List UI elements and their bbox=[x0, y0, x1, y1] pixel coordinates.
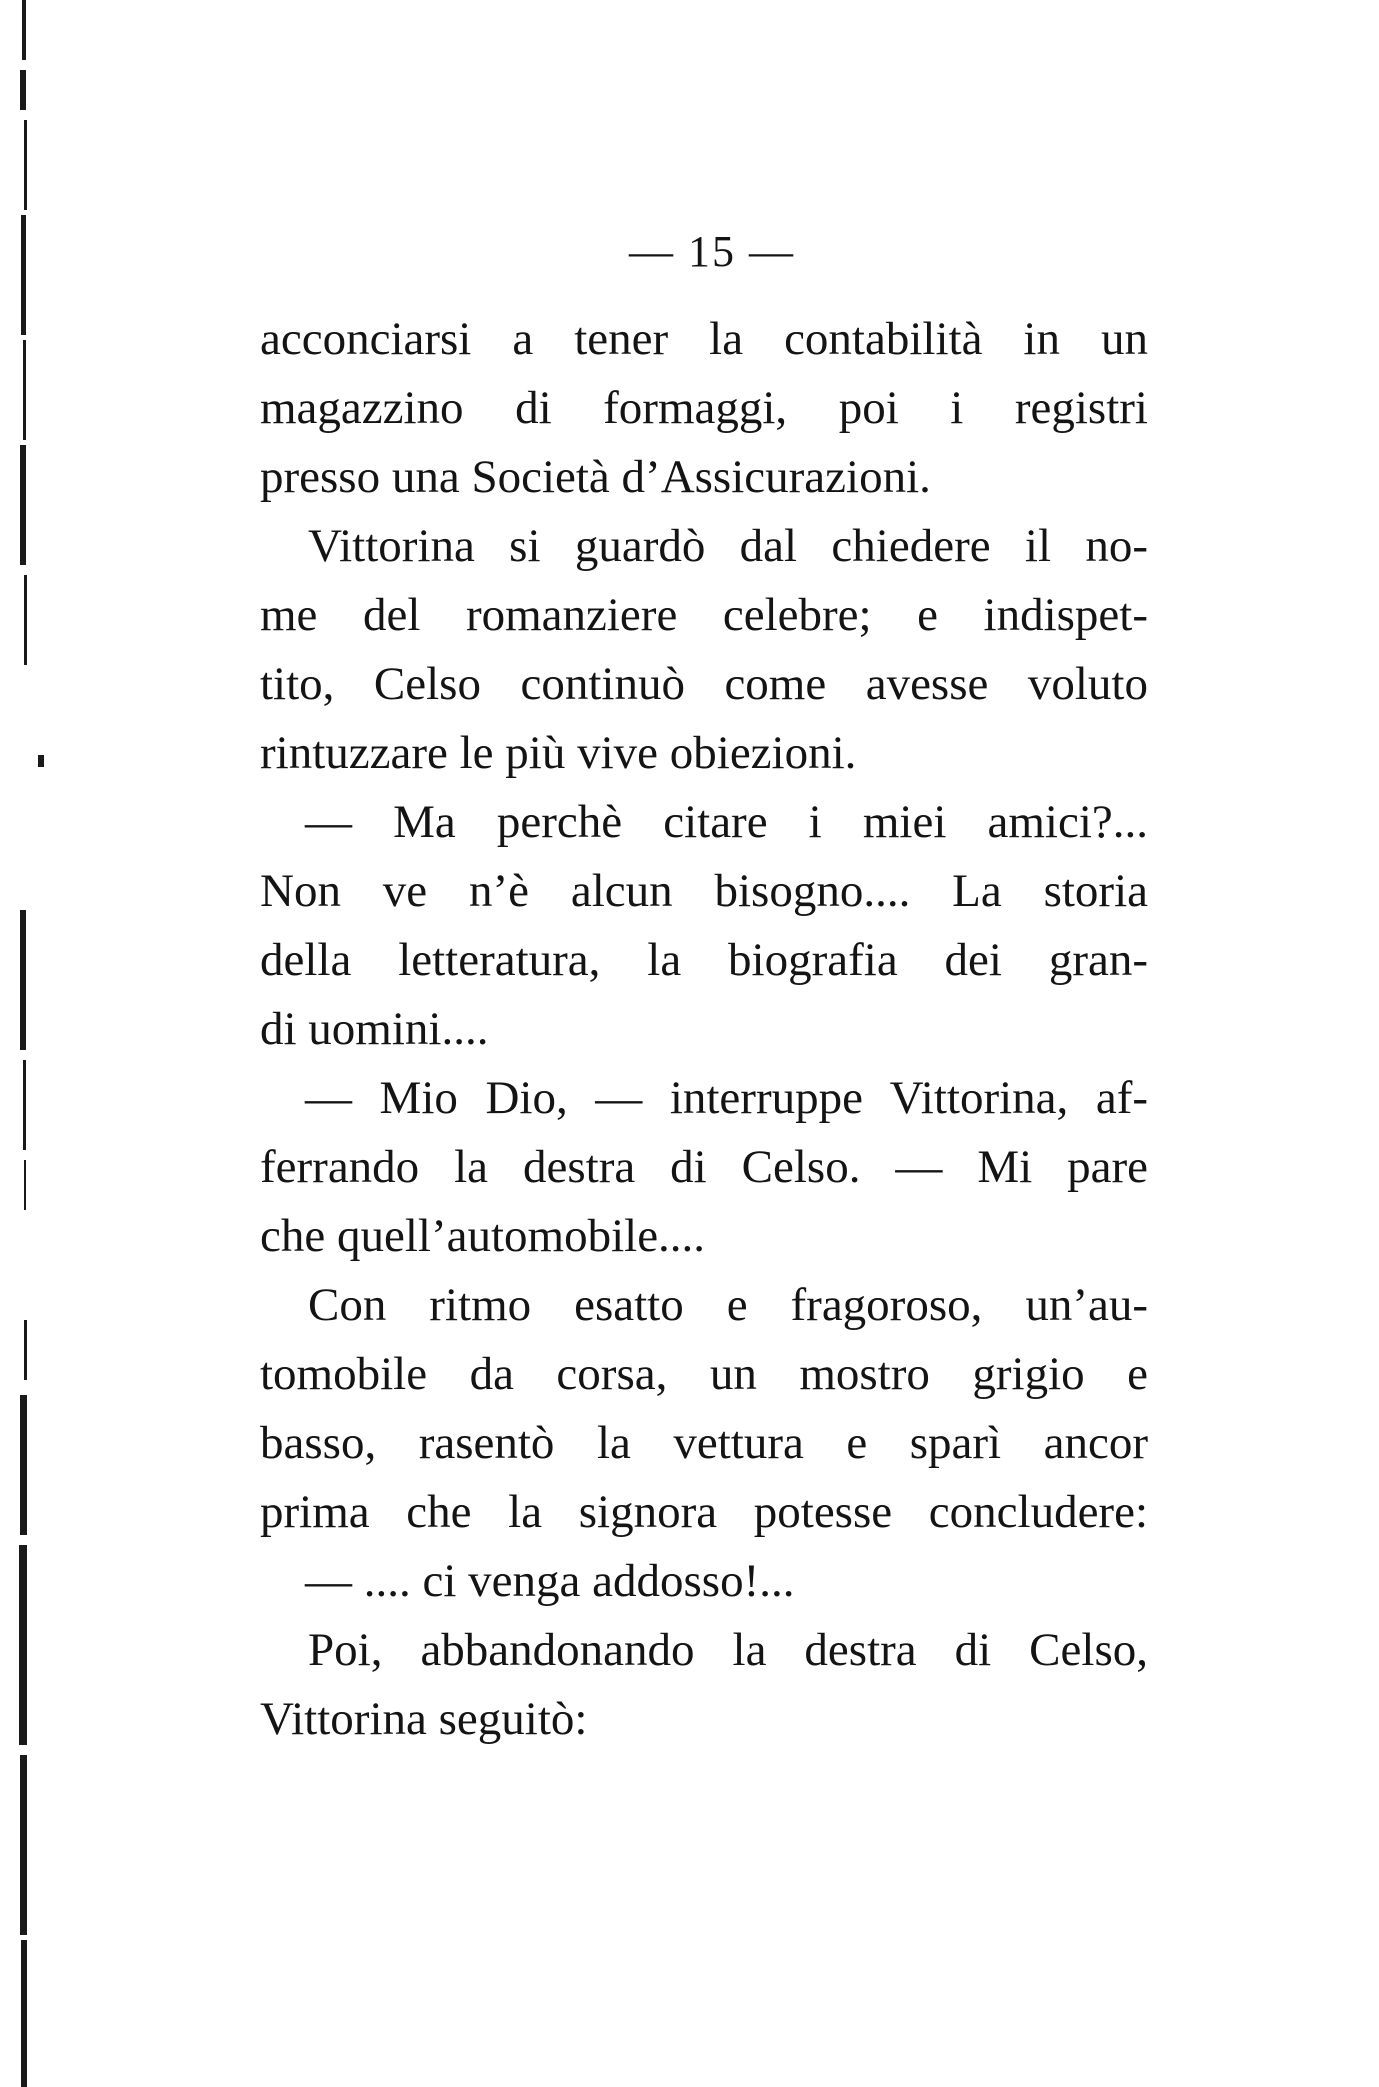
text-line: Non ve n’è alcun bisogno.... La storia bbox=[260, 865, 1148, 917]
text-line: Vittorina seguitò: bbox=[260, 1693, 588, 1745]
text-line: Vittorina si guardò dal chiedere il no- bbox=[308, 520, 1148, 572]
text-line: Poi, abbandonando la destra di Celso, bbox=[308, 1624, 1148, 1676]
scan-binding-edge bbox=[0, 0, 60, 2087]
text-line: — .... ci venga addosso!... bbox=[305, 1555, 795, 1607]
text-line: magazzino di formaggi, poi i registri bbox=[260, 382, 1148, 434]
text-line: che quell’automobile.... bbox=[260, 1210, 706, 1262]
text-line: tomobile da corsa, un mostro grigio e bbox=[260, 1348, 1148, 1400]
text-line: rintuzzare le più vive obiezioni. bbox=[260, 727, 857, 779]
text-line: della letteratura, la biografia dei gran- bbox=[260, 934, 1148, 986]
text-line: — Ma perchè citare i miei amici?... bbox=[305, 796, 1148, 848]
text-line: basso, rasentò la vettura e sparì ancor bbox=[260, 1417, 1148, 1469]
text-line: presso una Società d’Assicurazioni. bbox=[260, 451, 931, 503]
text-line: di uomini.... bbox=[260, 1003, 489, 1055]
page-text bbox=[260, 305, 1148, 1754]
text-line: prima che la signora potesse concludere: bbox=[260, 1486, 1148, 1538]
text-line: — Mio Dio, — interruppe Vittorina, af- bbox=[305, 1072, 1148, 1124]
text-line: ferrando la destra di Celso. — Mi pare bbox=[260, 1141, 1148, 1193]
text-line: tito, Celso continuò come avesse voluto bbox=[260, 658, 1148, 710]
text-line: acconciarsi a tener la contabilità in un bbox=[260, 313, 1148, 365]
text-line: Con ritmo esatto e fragoroso, un’au- bbox=[308, 1279, 1148, 1331]
page-number: — 15 — bbox=[629, 227, 795, 276]
text-line: me del romanziere celebre; e indispet- bbox=[260, 589, 1148, 641]
